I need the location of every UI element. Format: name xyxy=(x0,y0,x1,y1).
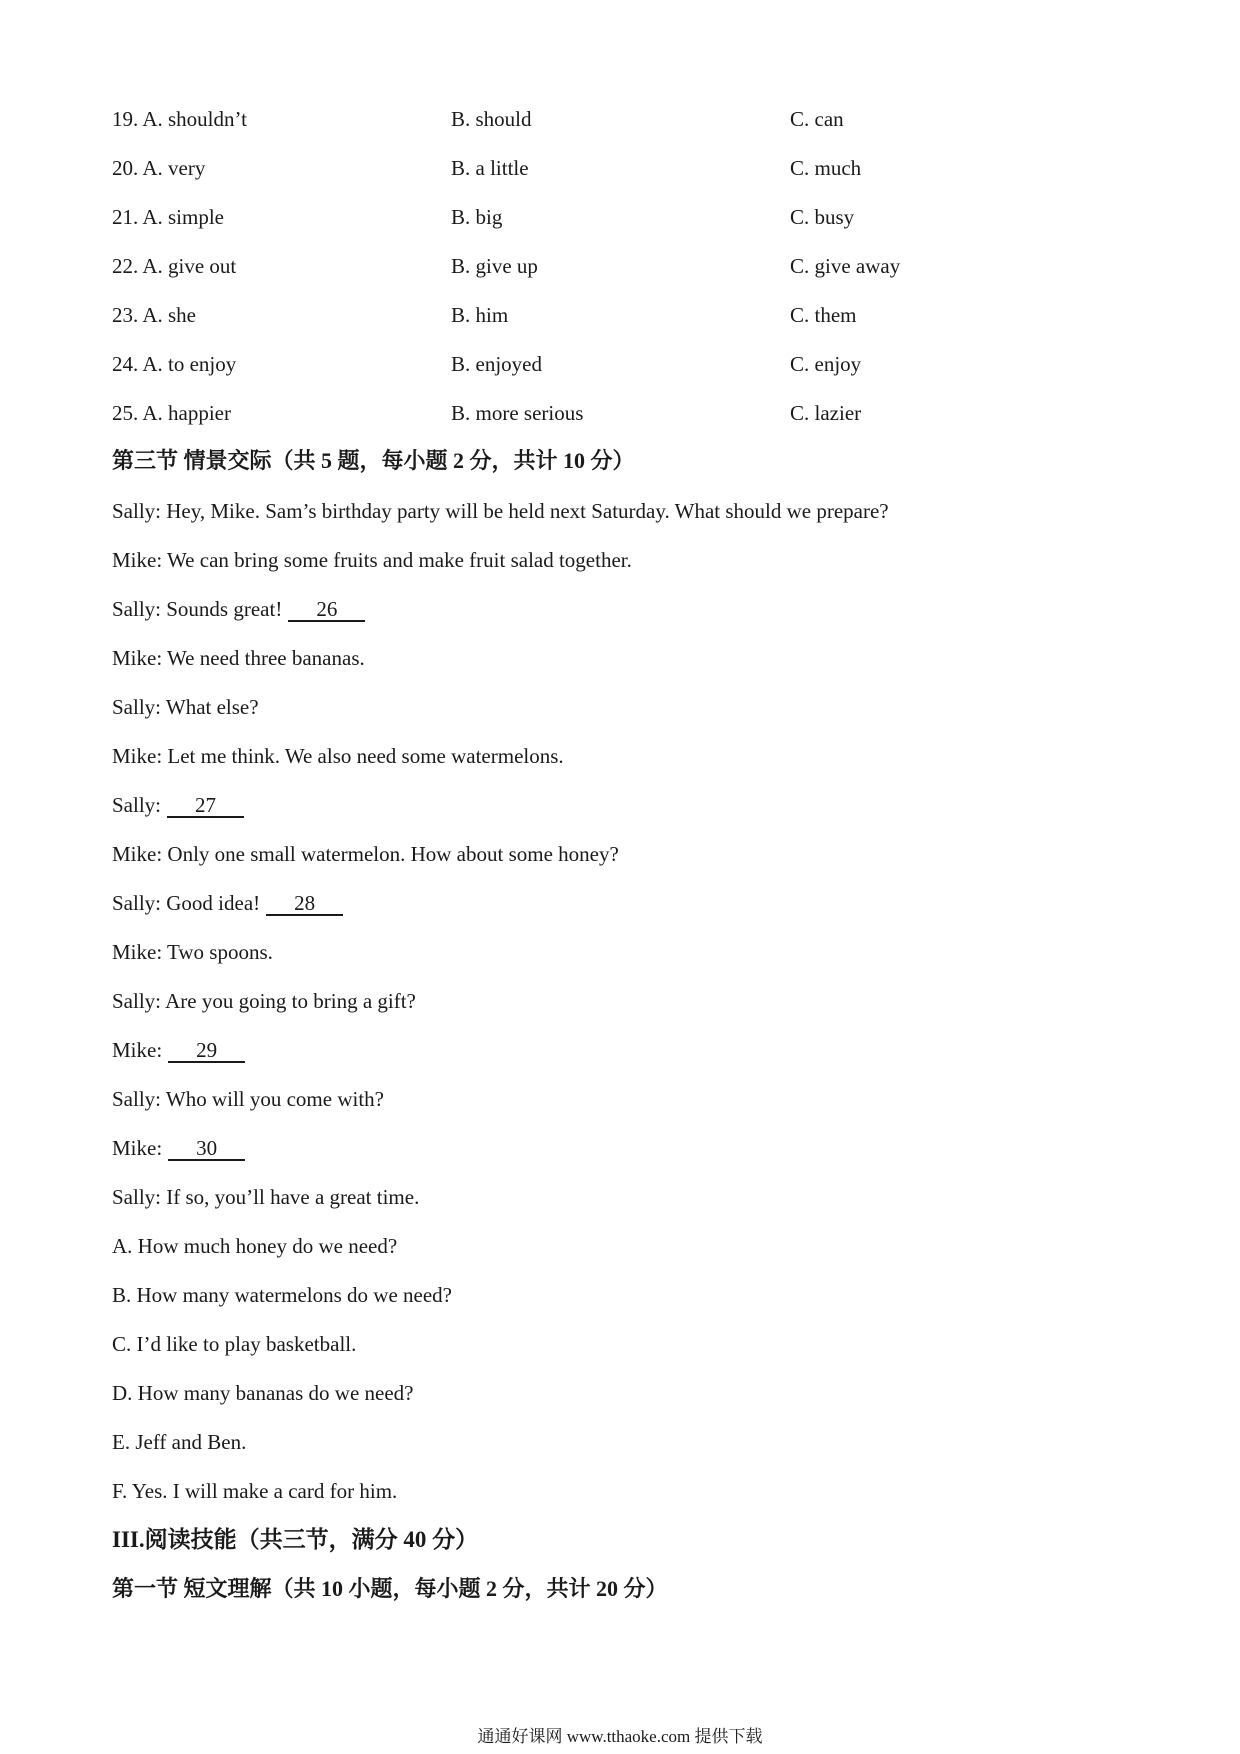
dialogue-line-15: Sally: If so, you’ll have a great time. xyxy=(112,1185,420,1209)
dialogue-line-6: Mike: Let me think. We also need some watermelons. xyxy=(112,744,564,768)
choice-d: D. How many bananas do we need? xyxy=(112,1381,414,1405)
section1-heading: 第一节 短文理解（共 10 小题，每小题 2 分，共计 20 分） xyxy=(112,1576,668,1601)
option-a: 25. A. happier xyxy=(112,401,231,425)
option-b: B. enjoyed xyxy=(451,352,542,376)
option-c: C. them xyxy=(790,303,857,327)
section3-heading: 第三节 情景交际（共 5 题，每小题 2 分，共计 10 分） xyxy=(112,448,635,473)
option-c: C. much xyxy=(790,156,862,180)
option-c: C. enjoy xyxy=(790,352,862,376)
dialogue-line-7 xyxy=(112,792,244,818)
dialogue-line-8: Mike: Only one small watermelon. How about some honey? xyxy=(112,842,619,866)
dialogue-text: Sally: Sounds great! xyxy=(112,597,283,621)
dialogue-line-9 xyxy=(112,890,343,916)
option-a: 21. A. simple xyxy=(112,205,225,229)
option-b: B. him xyxy=(451,303,509,327)
dialogue-line-12 xyxy=(112,1037,245,1063)
answer-blank-29[interactable]: 29 xyxy=(168,1039,245,1063)
option-b: B. big xyxy=(451,205,503,229)
option-c: C. busy xyxy=(790,205,855,229)
dialogue-line-4: Mike: We need three bananas. xyxy=(112,646,365,670)
option-b: B. should xyxy=(451,107,532,131)
answer-blank-27[interactable]: 27 xyxy=(167,794,244,818)
choice-b: B. How many watermelons do we need? xyxy=(112,1283,452,1307)
option-row-21 xyxy=(112,204,1112,230)
dialogue-text: Sally: xyxy=(112,793,162,817)
option-row-24 xyxy=(112,351,1112,377)
dialogue-line-10: Mike: Two spoons. xyxy=(112,940,273,964)
dialogue-line-11: Sally: Are you going to bring a gift? xyxy=(112,989,416,1013)
dialogue-text: Mike: xyxy=(112,1136,163,1160)
answer-blank-30[interactable]: 30 xyxy=(168,1137,245,1161)
choice-f: F. Yes. I will make a card for him. xyxy=(112,1479,398,1503)
answer-blank-28[interactable]: 28 xyxy=(266,892,343,916)
dialogue-text: Mike: xyxy=(112,1038,163,1062)
choice-a: A. How much honey do we need? xyxy=(112,1234,398,1258)
dialogue-line-2: Mike: We can bring some fruits and make fruit salad together. xyxy=(112,548,632,572)
dialogue-line-13: Sally: Who will you come with? xyxy=(112,1087,384,1111)
option-c: C. give away xyxy=(790,254,901,278)
dialogue-line-5: Sally: What else? xyxy=(112,695,259,719)
dialogue-text: Sally: Good idea! xyxy=(112,891,261,915)
option-row-23 xyxy=(112,302,1112,328)
part3-heading: III.阅读技能（共三节，满分 40 分） xyxy=(112,1527,479,1552)
option-b: B. give up xyxy=(451,254,538,278)
option-a: 19. A. shouldn’t xyxy=(112,107,247,131)
option-a: 22. A. give out xyxy=(112,254,237,278)
option-row-19 xyxy=(112,106,1112,132)
dialogue-line-14 xyxy=(112,1135,245,1161)
answer-blank-26[interactable]: 26 xyxy=(288,598,365,622)
choice-c: C. I’d like to play basketball. xyxy=(112,1332,357,1356)
option-row-25 xyxy=(112,400,1112,426)
page-footer: 通通好课网 www.tthaoke.com 提供下载 xyxy=(477,1727,763,1746)
dialogue-line-3 xyxy=(112,596,365,622)
option-a: 23. A. she xyxy=(112,303,196,327)
option-a: 20. A. very xyxy=(112,156,206,180)
option-b: B. more serious xyxy=(451,401,584,425)
dialogue-line-1: Sally: Hey, Mike. Sam’s birthday party will be held next Saturday. What should we prepare? xyxy=(112,499,889,523)
option-b: B. a little xyxy=(451,156,529,180)
option-row-20 xyxy=(112,155,1112,181)
option-a: 24. A. to enjoy xyxy=(112,352,237,376)
option-row-22 xyxy=(112,253,1112,279)
choice-e: E. Jeff and Ben. xyxy=(112,1430,247,1454)
option-c: C. lazier xyxy=(790,401,862,425)
option-c: C. can xyxy=(790,107,844,131)
